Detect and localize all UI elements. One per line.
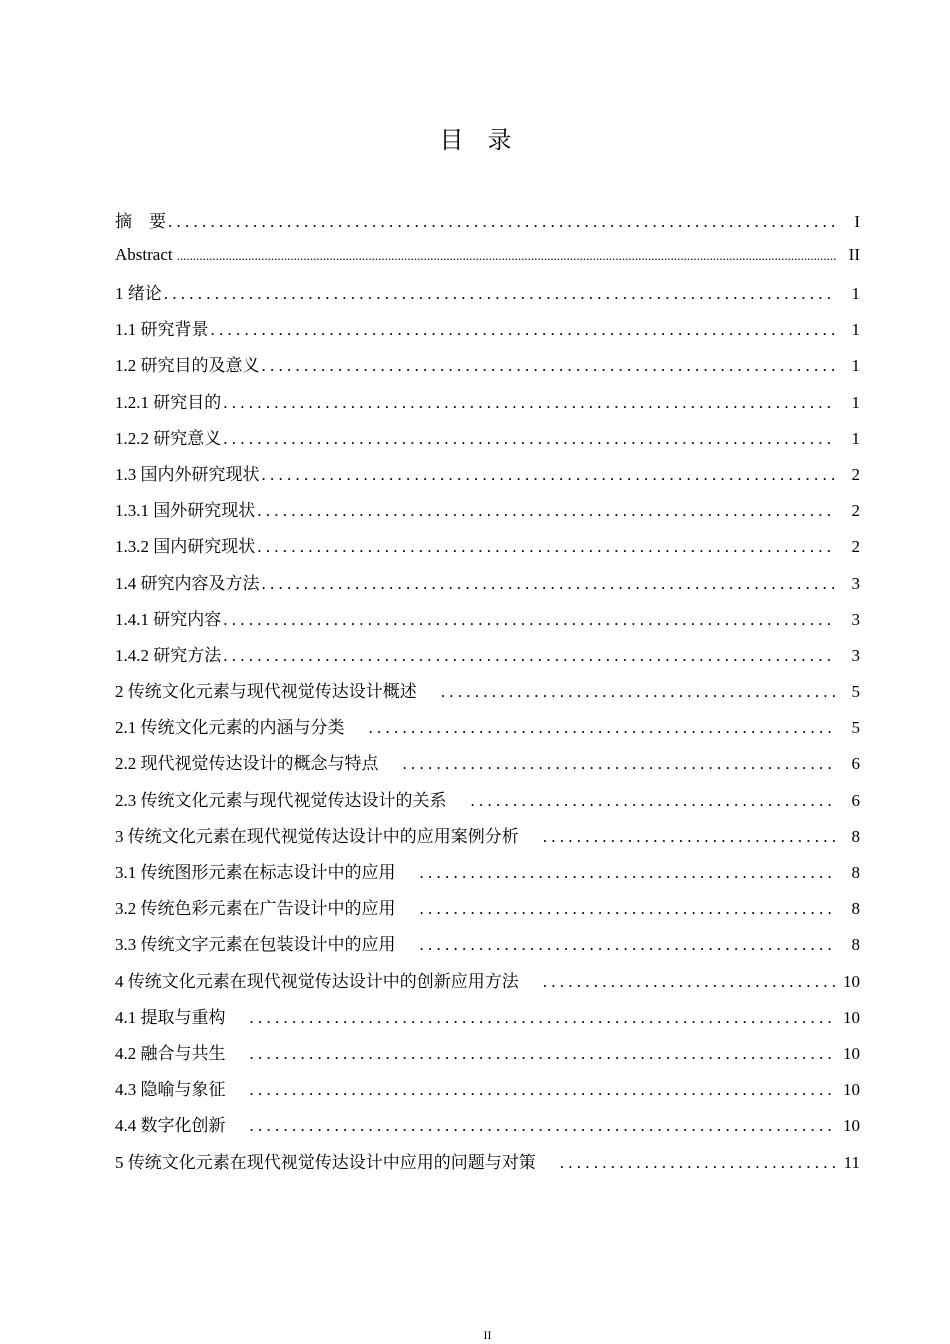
dot-leader <box>262 465 837 485</box>
dot-leader <box>369 718 837 738</box>
toc-entry-page: 2 <box>851 464 860 484</box>
toc-entry-label: 1.3 国内外研究现状 <box>115 464 260 484</box>
toc-entry-label: 1.2.2 研究意义 <box>115 428 222 448</box>
dot-leader <box>168 212 836 232</box>
toc-entry-page: 11 <box>843 1152 860 1172</box>
dot-leader <box>257 501 836 521</box>
toc-entry[interactable] <box>115 677 860 713</box>
toc-entry[interactable] <box>115 1111 860 1147</box>
toc-entry-page: 1 <box>851 284 860 303</box>
dot-leader <box>420 935 837 955</box>
toc-entry-page: 6 <box>851 790 860 810</box>
toc-entry[interactable] <box>115 713 860 749</box>
toc-entry-label: 1.4 研究内容及方法 <box>115 573 260 593</box>
toc-entry-page: 2 <box>851 537 860 557</box>
dot-leader <box>223 646 836 666</box>
toc-entry[interactable] <box>115 894 860 930</box>
toc-entry-label: 4.2 融合与共生 <box>115 1043 226 1063</box>
toc-entry-page: 10 <box>843 1080 860 1100</box>
toc-entry-label: 1.1 研究背景 <box>115 320 209 340</box>
toc-entry[interactable] <box>115 460 860 496</box>
page-title: 目录 <box>439 128 536 154</box>
dot-leader <box>543 827 836 847</box>
toc-entry-label: 4.4 数字化创新 <box>115 1116 226 1136</box>
toc-entry[interactable] <box>115 532 860 568</box>
toc-entry-label: 摘 要 <box>115 212 166 231</box>
toc-entry-page: 2 <box>851 501 860 521</box>
toc-entry-label: 1.2 研究目的及意义 <box>115 356 260 376</box>
toc-entry-page: 10 <box>843 971 860 991</box>
table-of-contents <box>115 207 860 1184</box>
toc-entry-page: 8 <box>851 935 860 955</box>
toc-entry[interactable] <box>115 1003 860 1039</box>
toc-entry[interactable] <box>115 967 860 1003</box>
toc-entry[interactable] <box>115 388 860 424</box>
toc-entry-label: 2.3 传统文化元素与现代视觉传达设计的关系 <box>115 790 447 810</box>
dot-leader <box>250 1080 837 1100</box>
dot-leader <box>177 245 836 265</box>
toc-entry-page: 10 <box>843 1007 860 1027</box>
toc-entry[interactable] <box>115 930 860 966</box>
toc-entry[interactable] <box>115 858 860 894</box>
toc-entry-page: 8 <box>851 899 860 919</box>
page-number: II <box>483 1328 492 1342</box>
dot-leader <box>403 754 837 774</box>
dot-leader <box>543 972 836 992</box>
toc-entry-label: 1.3.2 国内研究现状 <box>115 537 256 557</box>
dot-leader <box>560 1153 836 1173</box>
toc-entry[interactable] <box>115 569 860 605</box>
toc-entry-label: 2 传统文化元素与现代视觉传达设计概述 <box>115 682 417 702</box>
toc-entry-page: 3 <box>851 573 860 593</box>
toc-entry-label: 2.1 传统文化元素的内涵与分类 <box>115 718 345 738</box>
toc-entry-label: 3 传统文化元素在现代视觉传达设计中的应用案例分析 <box>115 826 519 846</box>
toc-entry-page: 1 <box>851 356 860 376</box>
dot-leader <box>223 429 836 449</box>
toc-entry-page: 5 <box>851 682 860 702</box>
toc-entry-label: 3.1 传统图形元素在标志设计中的应用 <box>115 863 396 882</box>
toc-entry[interactable] <box>115 1148 860 1184</box>
toc-entry-page: 10 <box>843 1116 860 1136</box>
toc-entry-page: 8 <box>851 863 860 882</box>
toc-entry[interactable] <box>115 245 860 279</box>
toc-entry-page: 3 <box>851 645 860 665</box>
toc-entry[interactable] <box>115 786 860 822</box>
toc-entry-label: 1.3.1 国外研究现状 <box>115 501 256 521</box>
toc-entry-page: 10 <box>843 1043 860 1063</box>
toc-entry-label: 4.3 隐喻与象征 <box>115 1080 226 1100</box>
toc-entry-page: 5 <box>851 718 860 738</box>
toc-entry-label: 1 绪论 <box>115 284 162 303</box>
toc-entry[interactable] <box>115 1075 860 1111</box>
toc-entry[interactable] <box>115 749 860 785</box>
toc-entry-page: I <box>854 212 860 231</box>
toc-entry-label: Abstract <box>115 245 173 264</box>
toc-entry-page: 1 <box>851 428 860 448</box>
toc-entry[interactable] <box>115 496 860 532</box>
toc-entry-label: 5 传统文化元素在现代视觉传达设计中应用的问题与对策 <box>115 1152 536 1172</box>
dot-leader <box>441 682 836 702</box>
toc-entry[interactable] <box>115 641 860 677</box>
toc-entry-label: 1.2.1 研究目的 <box>115 392 222 412</box>
toc-entry-page: 6 <box>851 754 860 774</box>
toc-entry[interactable] <box>115 605 860 641</box>
toc-entry[interactable] <box>115 315 860 351</box>
toc-entry[interactable] <box>115 207 860 245</box>
toc-entry-page: 1 <box>851 320 860 340</box>
dot-leader <box>211 320 837 340</box>
toc-entry-label: 3.2 传统色彩元素在广告设计中的应用 <box>115 899 396 919</box>
toc-entry[interactable] <box>115 822 860 858</box>
toc-entry-page: 8 <box>851 826 860 846</box>
toc-entry-page: 1 <box>851 392 860 412</box>
dot-leader <box>420 863 837 883</box>
dot-leader <box>223 610 836 630</box>
toc-entry-label: 3.3 传统文字元素在包装设计中的应用 <box>115 935 396 955</box>
toc-entry-label: 2.2 现代视觉传达设计的概念与特点 <box>115 754 379 774</box>
toc-entry[interactable] <box>115 1039 860 1075</box>
dot-leader <box>471 791 837 811</box>
dot-leader <box>250 1116 837 1136</box>
dot-leader <box>223 393 836 413</box>
toc-entry-label: 4 传统文化元素在现代视觉传达设计中的创新应用方法 <box>115 971 519 991</box>
toc-entry-page: II <box>848 245 860 264</box>
dot-leader <box>250 1008 837 1028</box>
dot-leader <box>262 356 837 376</box>
dot-leader <box>250 1044 837 1064</box>
dot-leader <box>257 537 836 557</box>
toc-entry-page: 3 <box>851 609 860 629</box>
toc-entry[interactable] <box>115 279 860 315</box>
toc-entry[interactable] <box>115 351 860 387</box>
dot-leader <box>420 899 837 919</box>
toc-entry[interactable] <box>115 424 860 460</box>
dot-leader <box>262 574 837 594</box>
dot-leader <box>164 284 836 304</box>
toc-entry-label: 1.4.2 研究方法 <box>115 645 222 665</box>
toc-entry-label: 4.1 提取与重构 <box>115 1007 226 1027</box>
toc-entry-label: 1.4.1 研究内容 <box>115 609 222 629</box>
